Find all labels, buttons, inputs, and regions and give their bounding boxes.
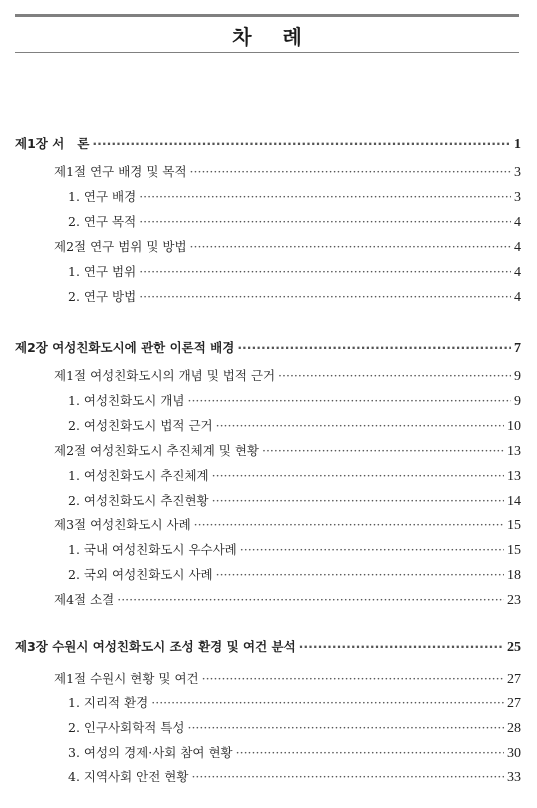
leader-dots (139, 189, 511, 204)
page-title: 차 례 (232, 25, 314, 49)
toc-page: 33 (507, 770, 521, 785)
toc-section[interactable] (54, 669, 521, 688)
leader-dots (139, 264, 511, 279)
toc-label: 4. 지역사회 안전 현황 (68, 769, 189, 784)
toc-page: 27 (507, 696, 521, 711)
leader-dots (216, 567, 504, 582)
toc-page: 3 (514, 190, 521, 205)
leader-dots (212, 493, 504, 508)
leader-dots (262, 443, 504, 458)
leader-dots (191, 769, 504, 784)
toc-page: 23 (507, 593, 521, 608)
leader-dots (212, 468, 504, 483)
toc-page: 4 (514, 215, 521, 230)
toc-subsection[interactable] (68, 187, 521, 206)
toc-subsection[interactable] (68, 391, 521, 410)
toc-subsection[interactable] (68, 491, 521, 510)
toc-subsection[interactable] (68, 743, 521, 762)
toc-section[interactable] (54, 590, 521, 609)
leader-dots (240, 542, 504, 557)
toc-label: 2. 연구 방법 (68, 289, 137, 304)
toc-page: 14 (507, 494, 521, 509)
toc-chapter[interactable] (15, 338, 521, 357)
toc-page: 15 (507, 543, 521, 558)
toc-page: 3 (514, 165, 521, 180)
title-rule (15, 52, 519, 53)
top-rule (15, 14, 519, 17)
toc-subsection[interactable] (68, 767, 521, 786)
leader-dots (236, 745, 504, 760)
toc-page: 7 (514, 341, 521, 356)
toc-label: 1. 국내 여성친화도시 우수사례 (68, 542, 237, 557)
leader-dots (194, 517, 504, 532)
toc-subsection[interactable] (68, 212, 521, 231)
toc-section[interactable] (54, 162, 521, 181)
toc-page: 28 (507, 721, 521, 736)
toc-page: 13 (507, 444, 521, 459)
leader-dots (187, 720, 504, 735)
toc-label: 제2장 여성친화도시에 관한 이론적 배경 (15, 340, 235, 355)
toc-label: 2. 인구사회학적 특성 (68, 720, 185, 735)
toc-label: 제1절 연구 배경 및 목적 (54, 164, 187, 179)
toc-label: 1. 연구 배경 (68, 189, 137, 204)
toc-subsection[interactable] (68, 466, 521, 485)
toc-label: 제3절 여성친화도시 사례 (54, 517, 191, 532)
toc-subsection[interactable] (68, 262, 521, 281)
leader-dots (117, 592, 504, 607)
toc-page: 10 (507, 419, 521, 434)
toc-label: 2. 국외 여성친화도시 사례 (68, 567, 213, 582)
toc-page: 4 (514, 240, 521, 255)
toc-label: 제3장 수원시 여성친화도시 조성 환경 및 여건 분석 (15, 639, 296, 654)
toc-page: 25 (507, 640, 521, 655)
toc-label: 2. 여성친화도시 추진현황 (68, 493, 209, 508)
toc-page: 30 (507, 746, 521, 761)
toc-section[interactable] (54, 515, 521, 534)
toc-label: 3. 여성의 경제·사회 참여 현황 (68, 745, 233, 760)
leader-dots (187, 393, 511, 408)
leader-dots (190, 239, 511, 254)
toc-label: 1. 지리적 환경 (68, 695, 149, 710)
toc-label: 1. 여성친화도시 추진체계 (68, 468, 209, 483)
toc-page: 4 (514, 265, 521, 280)
toc-label: 제1절 여성친화도시의 개념 및 법적 근거 (54, 368, 276, 383)
toc-subsection[interactable] (68, 693, 521, 712)
toc-label: 제1장 서 론 (15, 136, 90, 151)
toc-section[interactable] (54, 237, 521, 256)
leader-dots (139, 289, 511, 304)
toc-subsection[interactable] (68, 565, 521, 584)
toc-label: 2. 연구 목적 (68, 214, 137, 229)
toc-chapter[interactable] (15, 637, 521, 656)
leader-dots (278, 368, 511, 383)
toc-page: 27 (507, 672, 521, 687)
leader-dots (299, 639, 504, 654)
toc-page: 18 (507, 568, 521, 583)
toc-label: 제4절 소결 (54, 592, 115, 607)
toc-label: 1. 여성친화도시 개념 (68, 393, 185, 408)
toc-subsection[interactable] (68, 540, 521, 559)
toc-page: 9 (514, 394, 521, 409)
toc-page: 4 (514, 290, 521, 305)
toc-chapter[interactable] (15, 134, 521, 153)
leader-dots (202, 671, 504, 686)
toc-label: 제2절 연구 범위 및 방법 (54, 239, 187, 254)
toc-label: 제1절 수원시 현황 및 여건 (54, 671, 199, 686)
leader-dots (151, 695, 504, 710)
leader-dots (237, 340, 511, 355)
leader-dots (216, 418, 504, 433)
leader-dots (139, 214, 511, 229)
leader-dots (92, 136, 511, 151)
toc-subsection[interactable] (68, 718, 521, 737)
toc-subsection[interactable] (68, 287, 521, 306)
toc-label: 제2절 여성친화도시 추진체계 및 현황 (54, 443, 259, 458)
toc-section[interactable] (54, 441, 521, 460)
leader-dots (190, 164, 511, 179)
toc-label: 1. 연구 범위 (68, 264, 137, 279)
toc-section[interactable] (54, 366, 521, 385)
toc-subsection[interactable] (68, 416, 521, 435)
toc-page: 9 (514, 369, 521, 384)
toc-page: 1 (514, 137, 521, 152)
toc-label: 2. 여성친화도시 법적 근거 (68, 418, 213, 433)
toc-page: 15 (507, 518, 521, 533)
toc-page: 13 (507, 469, 521, 484)
